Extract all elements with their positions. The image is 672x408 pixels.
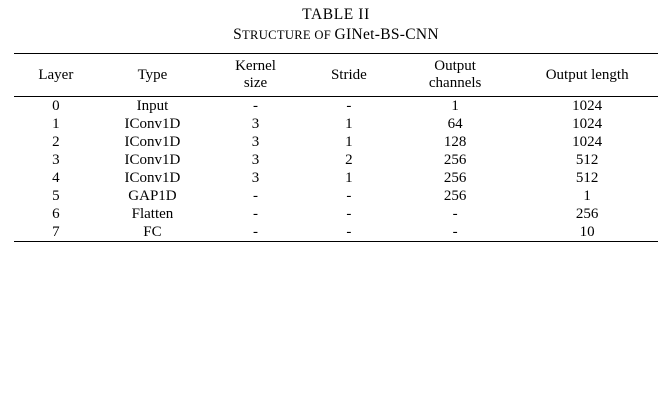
header-output-channels: [394, 54, 516, 97]
cell-type: Flatten: [131, 205, 174, 222]
cell-output-channels: 64: [447, 115, 463, 132]
cell-type: IConv1D: [124, 151, 181, 168]
cell-output-channels: -: [452, 205, 458, 222]
header-kernel-size: [207, 54, 304, 97]
table-title: [14, 26, 658, 44]
cell-output-channels: 1: [451, 97, 459, 114]
header-layer: [14, 54, 98, 97]
cell-output-length: 256: [575, 205, 599, 222]
cell-kernel-size: -: [252, 97, 258, 114]
cell-layer: 7: [14, 223, 98, 242]
cell-stride: 1: [345, 133, 353, 150]
cell-type: IConv1D: [124, 133, 181, 150]
cell-type: IConv1D: [124, 115, 181, 132]
table-row: [14, 205, 658, 223]
table-row: [14, 133, 658, 151]
table-caption: [14, 6, 658, 44]
cell-output-channels: 128: [443, 133, 467, 150]
cell-stride: -: [346, 97, 352, 114]
cell-output-length: 1: [583, 187, 591, 204]
header-output-length: [516, 54, 658, 97]
cell-type: GAP1D: [128, 187, 177, 204]
cell-kernel-size: 3: [251, 151, 260, 168]
cell-output-channels: 256: [443, 169, 467, 186]
structure-table: [14, 53, 658, 242]
cell-stride: 2: [345, 151, 353, 168]
cell-type: Input: [136, 97, 169, 114]
title-rest: TRUCTURE OF: [242, 28, 335, 42]
cell-output-channels: -: [394, 223, 516, 242]
header-type: [98, 54, 207, 97]
header-layer-line1: Layer: [38, 66, 74, 83]
cell-kernel-size: 3: [251, 169, 260, 186]
cell-stride: 1: [345, 115, 353, 132]
table-row: [14, 115, 658, 133]
cell-kernel-size: 3: [251, 115, 260, 132]
cell-layer: 1: [52, 115, 60, 132]
cell-layer: 2: [52, 133, 60, 150]
title-model-name: GINet-BS-CNN: [334, 26, 439, 43]
cell-kernel-size: -: [252, 187, 258, 204]
cell-layer: 4: [52, 169, 60, 186]
table-body: [14, 97, 658, 242]
table-row: [14, 187, 658, 205]
cell-type: FC: [98, 223, 207, 242]
cell-type: IConv1D: [124, 169, 181, 186]
table-figure: [0, 6, 672, 242]
header-type-line1: Type: [137, 66, 168, 83]
header-stride: [304, 54, 394, 97]
cell-stride: -: [346, 205, 352, 222]
cell-stride: 1: [345, 169, 353, 186]
cell-output-channels: 256: [443, 187, 467, 204]
cell-layer: 3: [52, 151, 60, 168]
cell-layer: 5: [52, 187, 60, 204]
cell-stride: -: [304, 223, 394, 242]
cell-output-length: 1024: [572, 133, 603, 150]
cell-output-length: 512: [575, 169, 599, 186]
header-row: [14, 54, 658, 97]
table-row: [14, 223, 658, 242]
cell-layer: 6: [52, 205, 60, 222]
cell-kernel-size: -: [252, 205, 258, 222]
table-row: [14, 169, 658, 187]
cell-output-length: 1024: [572, 97, 603, 114]
table-header: [14, 54, 658, 97]
header-stride-line1: Stride: [330, 66, 367, 83]
header-kernel-line2: size: [243, 75, 268, 91]
cell-output-channels: 256: [443, 151, 467, 168]
title-lead: S: [233, 26, 243, 43]
cell-output-length: 10: [516, 223, 658, 242]
header-outlen-line1: Output length: [545, 66, 629, 83]
cell-output-length: 512: [575, 151, 599, 168]
cell-output-length: 1024: [572, 115, 603, 132]
table-number: TABLE II: [302, 6, 370, 23]
cell-kernel-size: 3: [251, 133, 260, 150]
header-kernel-line1: Kernel: [235, 58, 276, 75]
header-outch-line2: channels: [428, 75, 482, 91]
cell-layer: 0: [52, 97, 60, 114]
table-row: [14, 97, 658, 116]
cell-kernel-size: -: [207, 223, 304, 242]
cell-stride: -: [346, 187, 352, 204]
header-outch-line1: Output: [434, 58, 476, 75]
table-row: [14, 151, 658, 169]
